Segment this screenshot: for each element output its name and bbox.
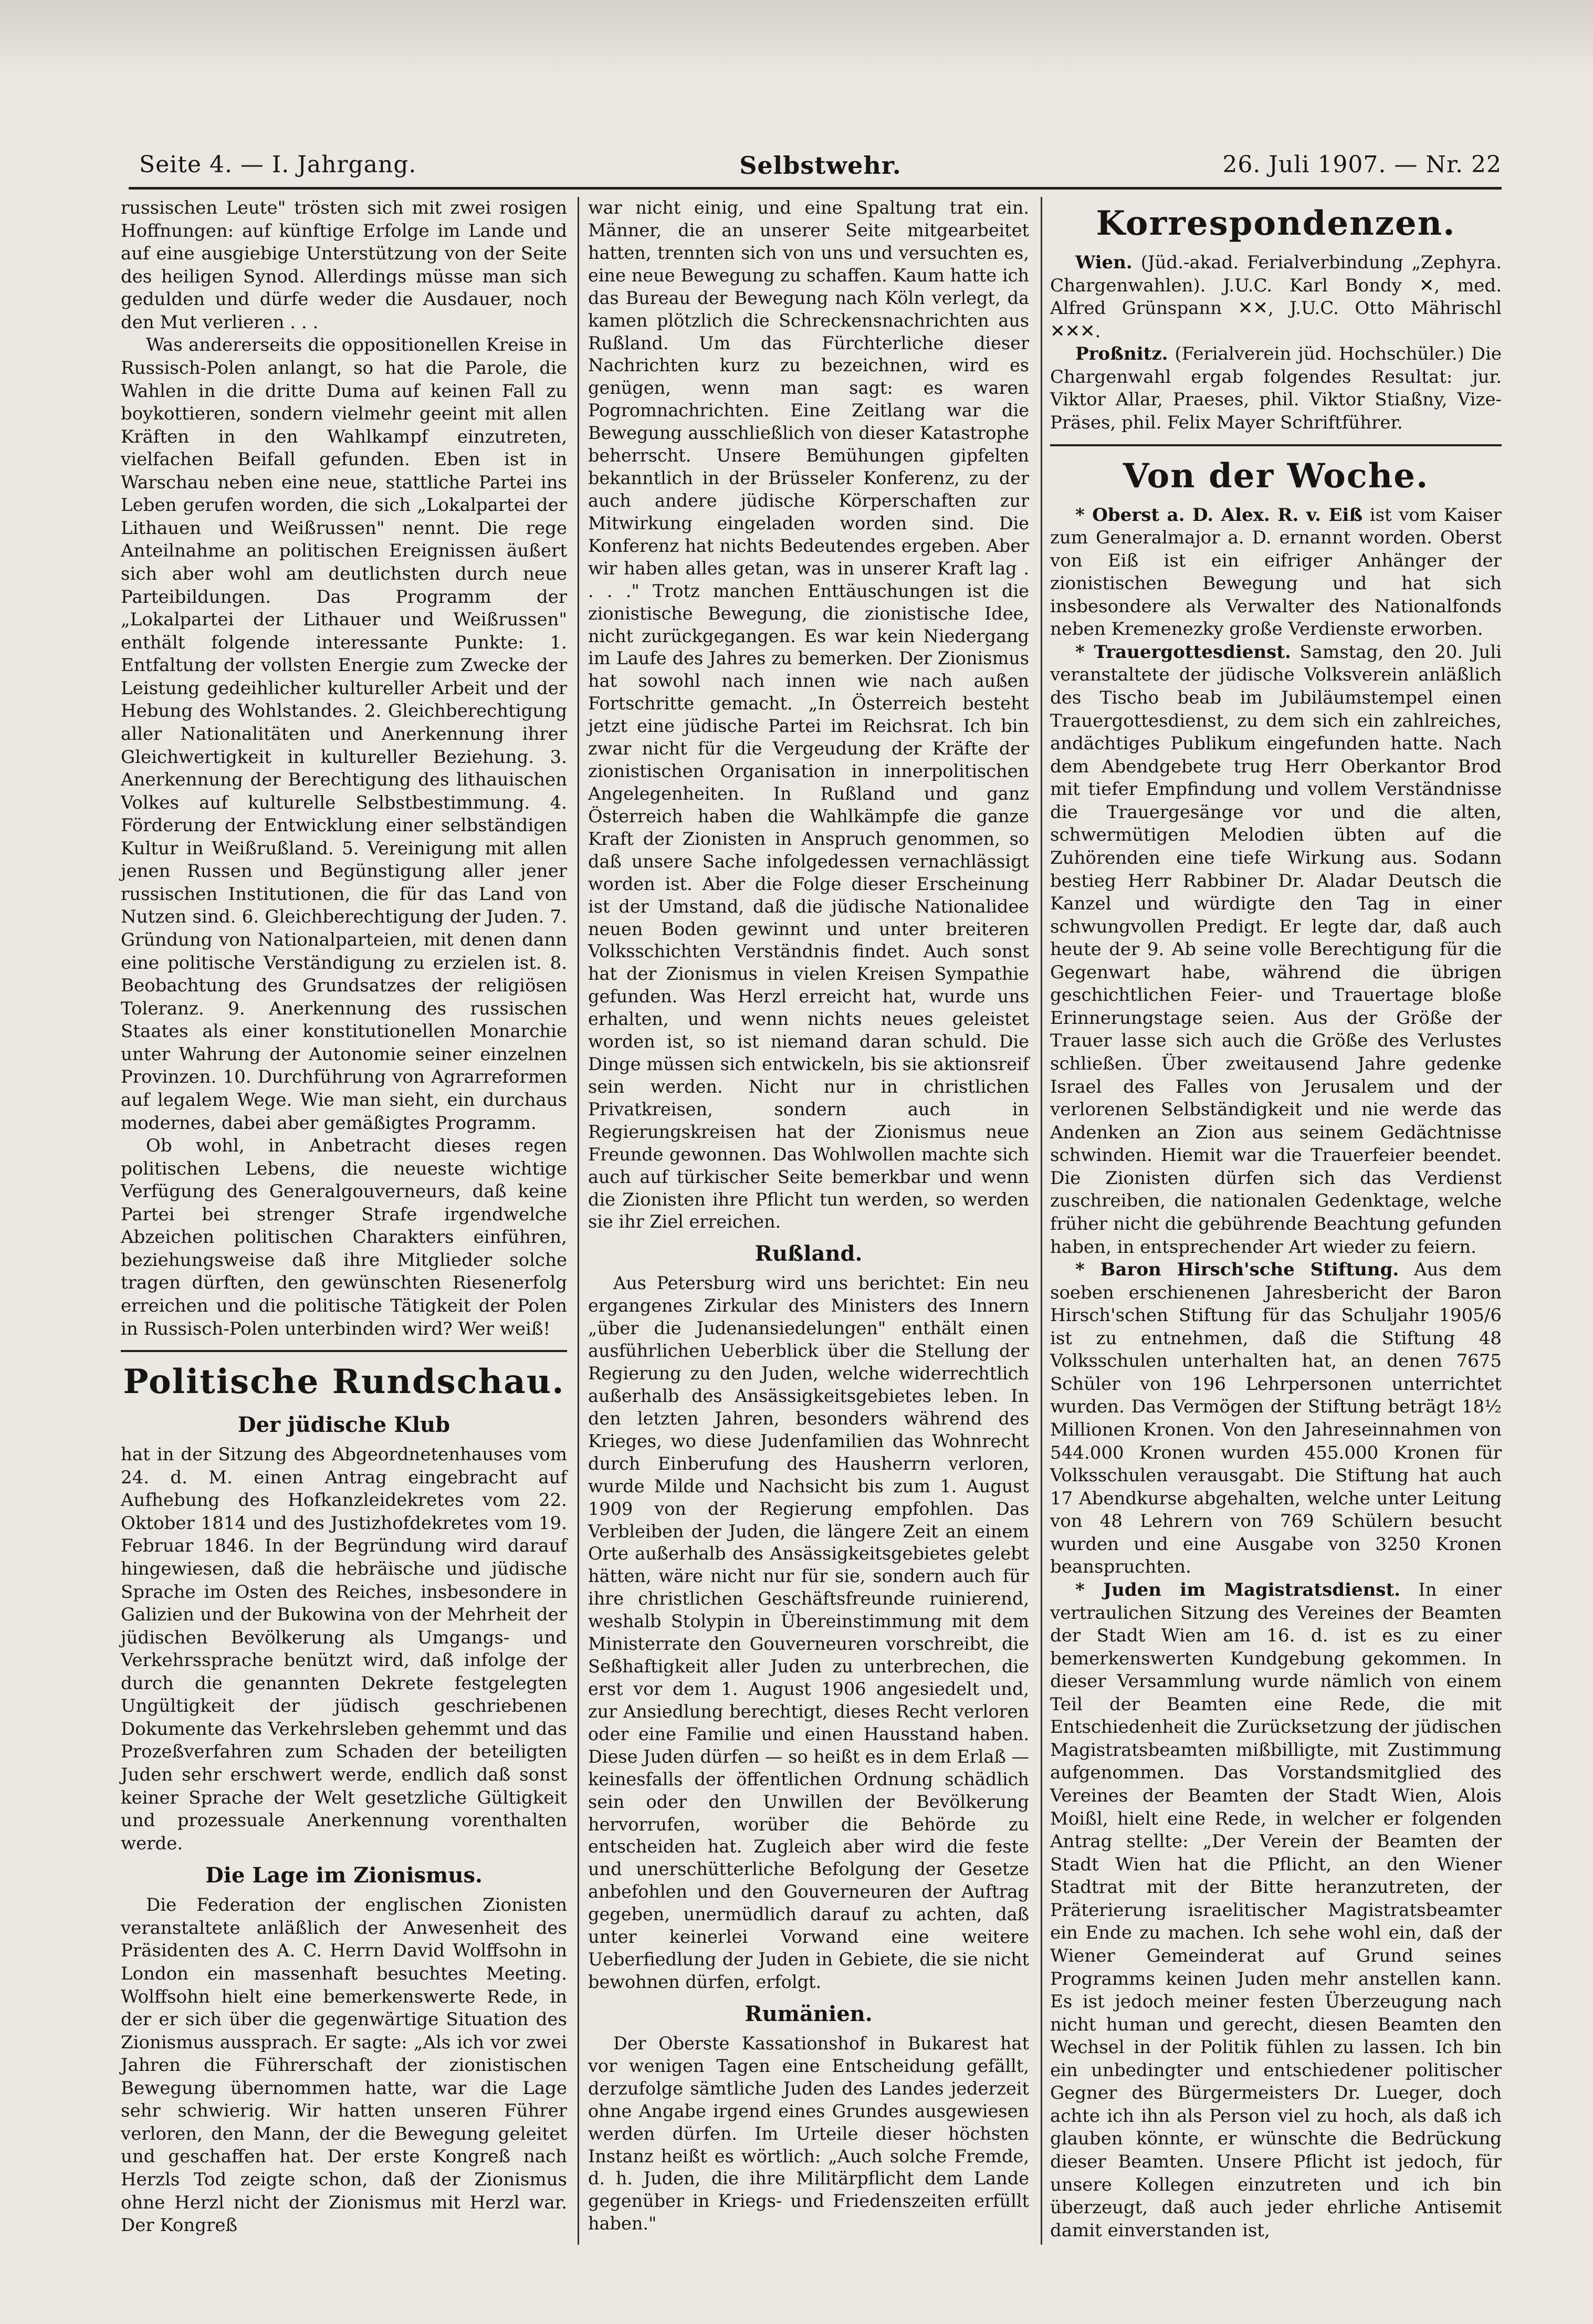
subsection-title: Die Lage im Zionismus. xyxy=(205,1863,483,1888)
paragraph xyxy=(1050,504,1502,641)
header-date-issue: 26. Juli 1907. — Nr. 22 xyxy=(1222,151,1502,178)
paragraph: russischen Leute" trösten sich mit zwei rosigen Hoffnungen: auf künftige Erfolge im Lande und auf eine ausgiebige Unterstützung von der Seite des heiligen Synod. Allerdings müsse man sich gedulden und dürfe weder die Ausdauer, noch den Mut verlieren . . . xyxy=(121,197,567,333)
text: (Jüd.-akad. Ferialverbindung „Zephyra. Chargenwahlen). J.U.C. Karl Bondy ✕, med. Alfred Grünspann ✕✕, J.U.C. Otto Mährischl ✕✕✕. xyxy=(1050,252,1502,342)
paragraph: war nicht einig, und eine Spaltung trat ein. Männer, die an unserer Seite mitgearbeitet hatten, trennten sich von uns und versuchten es, eine neue Bewegung zu schaffen. Kaum hatte ich das Bureau der Bewegung nach Köln verlegt, da kamen plötzlich die Schreckensnachrichten aus Rußland. Um das Fürchterliche dieser Nachrichten kurz zu bezeichnen, wird es genügen, wenn man sagt: es waren Pogromnachrichten. Eine Zeitlang war die Bewegung ausschließlich von dieser Katastrophe beherrscht. Unsere Bemühungen gipfelten bekanntlich in der Brüsseler Konferenz, zu der auch andere jüdische Körperschaften zur Mitwirkung eingeladen worden sind. Die Konferenz hat nichts Bedeutendes ergeben. Aber wir haben alles getan, was in unserer Kraft lag . . . ." Trotz manchen Enttäuschungen ist die zionistische Bewegung, die zionistische Idee, nicht zurückgegangen. Es war kein Niedergang im Laufe des Jahres zu bemerken. Der Zionismus hat sowohl nach innen wie nach außen Fortschritte gemacht. „In Österreich besteht jetzt eine jüdische Partei im Reichsrat. Ich bin zwar nicht für die Vergeudung der Kräfte der zionistischen Organisation in innerpolitischen Angelegenheiten. In Rußland und ganz Österreich haben die Wahlkämpfe die ganze Kraft der Zionisten in Anspruch genommen, so daß unsere Sache infolgedessen vernachlässigt worden ist. Aber die Folge dieser Erscheinung ist der Umstand, daß die jüdische Nationalidee neuen Boden gewinnt und unter breiteren Volksschichten Verständnis findet. Auch sonst hat der Zionismus in vielen Kreisen Sympathie gefunden. Was Herzl erreicht hat, wurde uns erhalten, und wenn nichts neues geleistet worden ist, so ist niemand daran schuld. Die Dinge müssen sich entwickeln, bis sie aktionsreif sein werden. Nicht nur in christlichen Privatkreisen, sondern auch in Regierungskreisen hat der Zionismus neue Freunde gewonnen. Das Wohlwollen machte sich auch auf türkischer Seite bemerkbar und wenn die Zionisten ihre Pflicht tun werden, so werden sie ihr Ziel erreichen. xyxy=(588,197,1029,1232)
lead: * Baron Hirsch'sche Stiftung. xyxy=(1075,1259,1399,1281)
paragraph xyxy=(1050,1579,1502,2242)
text: In einer vertraulichen Sitzung des Vereines der Beamten der Stadt Wien am 16. d. ist es zu einer bemerkenswerten Kundgebung gekommen. In dieser Versammlung wurde nämlich von einem Teil der Beamten eine Rede, die mit Entschiedenheit die Zurücksetzung der jüdischen Magistratsbeamten mißbilligte, mit Zustimmung aufgenommen. Das Vorstandsmitglied des Vereines der Beamten der Stadt Wien, Alois Moißl, hielt eine Rede, in welcher er folgenden Antrag stellte: „Der Verein der Beamten der Stadt Wien hat die Pflicht, an den Wiener Stadtrat mit der Bitte heranzutreten, der Präterierung israelitischer Magistratsbeamter ein Ende zu machen. Ich sehe wohl ein, daß der Wiener Gemeinderat auf Grund seines Programms keinen Juden mehr anstellen kann. Es ist jedoch meiner festen Überzeugung nach nicht human und gerecht, diesen Beamten den Wechsel in der Politik fühlen zu lassen. Ich bin ein unbedingter und entschiedener politischer Gegner des Bürgermeisters Dr. Lueger, doch achte ich ihn als Person viel zu hoch, als daß ich glauben könnte, er wünschte die Bedrückung dieser Beamten. Unsere Pflicht ist jedoch, für unsere Kollegen einzutreten und ich bin überzeugt, daß auch jeder ehrliche Antisemit damit einverstanden ist, xyxy=(1050,1579,1502,2241)
header-page-info: Seite 4. — I. Jahrgang. xyxy=(139,151,417,178)
subsection-title: Rumänien. xyxy=(745,2001,873,2026)
paragraph xyxy=(1050,252,1502,343)
column-divider xyxy=(578,197,579,2245)
section-rule xyxy=(1050,444,1502,446)
paragraph xyxy=(1050,343,1502,434)
paragraph: Was andererseits die oppositionellen Kreise in Russisch-Polen anlangt, so hat die Parole, die Wahlen in die dritte Duma auf keinen Fall zu boykottieren, sondern vielmehr geeint mit allen Kräften in den Wahlkampf einzutreten, vielfachen Beifall gefunden. Eben ist in Warschau neben eine neue, stattliche Partei ins Leben gerufen worden, die sich „Lokalpartei der Lithauen und Weißrussen" nennt. Die rege Anteilnahme an politischen Ereignissen äußert sich aber wohl am deutlichsten durch neue Parteibildungen. Das Programm der „Lokalpartei der Lithauer und Weißrussen" enthält folgende interessante Punkte: 1. Entfaltung der vollsten Energie zum Zwecke der Leistung gedeihlicher kultureller Arbeit und der Hebung des Wohlstandes. 2. Gleichberechtigung aller Nationalitäten und Anerkennung ihrer Gleichwertigkeit in kultureller Beziehung. 3. Anerkennung der Berechtigung des lithauischen Volkes auf kulturelle Selbstbestimmung. 4. Förderung der Entwicklung einer selbständigen Kultur in Weißrußland. 5. Vereinigung mit allen jenen Russen und Begünstigung aller jener russischen Institutionen, die für das Land von Nutzen sind. 6. Gleichberechtigung der Juden. 7. Gründung von Nationalparteien, mit denen dann eine politische Verständigung zu erzielen ist. 8. Beobachtung des Grundsatzes der religiösen Toleranz. 9. Anerkennung des russischen Staates als einer konstitutionellen Monarchie unter Wahrung der Autonomie seiner einzelnen Provinzen. 10. Durchführung von Agrarreformen auf legalem Wege. Wie man sieht, ein durchaus modernes, dabei aber gemäßigtes Programm. xyxy=(121,334,567,1134)
page-header xyxy=(139,151,1502,183)
header-rule xyxy=(129,187,1502,190)
paragraph xyxy=(1050,1259,1502,1579)
column-3 xyxy=(1050,197,1502,2242)
paragraph: Ob wohl, in Anbetracht dieses regen politischen Lebens, die neueste wichtige Verfügung des Generalgouverneurs, daß keine Partei bei strenger Strafe irgendwelche Abzeichen politischen Charakters einführen, beziehungsweise daß ihre Mitglieder solche tragen dürften, den gewünschten Riesenerfolg erreichen und die politische Tätigkeit der Polen in Russisch-Polen unterbinden wird? Wer weiß! xyxy=(121,1135,567,1339)
lead: Proßnitz. xyxy=(1075,343,1168,365)
paragraph: Die Federation der englischen Zionisten veranstaltete anläßlich der Anwesenheit des Präsidenten des A. C. Herrn David Wolffsohn in London ein massenhaft besuchtes Meeting. Wolffsohn hielt eine bemerkenswerte Rede, in der er sich über die gegenwärtige Situation des Zionismus aussprach. Er sagte: „Als ich vor zwei Jahren die Führerschaft der zionistischen Bewegung übernommen hatte, war die Lage sehr schwierig. Wir hatten unseren Führer verloren, den Mann, der die Bewegung geleitet und geschaffen hat. Der erste Kongreß nach Herzls Tod zeigte schon, daß der Zionismus ohne Herzl nicht der Zionismus mit Herzl war. Der Kongreß xyxy=(121,1894,567,2236)
section-title: Von der Woche. xyxy=(1123,456,1429,496)
text: Aus dem soeben erschienenen Jahresbericht der Baron Hirsch'schen Stiftung für das Schuljahr 1905/6 ist zu entnehmen, daß die Stiftung 48 Volksschulen unterhalten hat, an denen 7675 Schüler von 196 Lehrpersonen unterrichtet wurden. Das Vermögen der Stiftung beträgt 18½ Millionen Kronen. Von den Jahreseinnahmen von 544.000 Kronen wurden 455.000 Kronen für Volksschulen verausgabt. Die Stiftung hat auch 17 Abendkurse abgehalten, welche unter Leitung von 48 Lehrern von 769 Schülern besucht wurden und eine Ausgabe von 3250 Kronen beanspruchten. xyxy=(1050,1259,1502,1578)
subsection-title: Rußland. xyxy=(754,1241,863,1266)
paragraph: Aus Petersburg wird uns berichtet: Ein neu ergangenes Zirkular des Ministers des Innern „über die Judenansiedelungen" enthält einen ausführlichen Ueberblick über die Stellung der Regierung zu den Juden, welche widerrechtlich außerhalb des Ansässigkeitsgebietes leben. In den letzten Jahren, besonders während des Krieges, wo diese Judenfamilien das Wohnrecht durch Einberufung des Hausherrn verloren, wurde Milde und Nachsicht bis zum 1. August 1909 von der Regierung empfohlen. Das Verbleiben der Juden, die längere Zeit an einem Orte außerhalb des Ansässigkeitsgebietes gelebt hätten, wäre nicht nur für sie, sondern auch für ihre christlichen Geschäftsfreunde ruinierend, weshalb Stolypin in Übereinstimmung mit dem Ministerrate den Gouverneuren vorschreibt, die Seßhaftigkeit aller Juden zu unterbrechen, die erst vor dem 1. August 1906 angesiedelt und, zur Ansiedlung berechtigt, dieses Recht verloren oder eine Familie und einen Hausstand haben. Diese Juden dürfen — so heißt es in dem Erlaß — keinesfalls der öffentlichen Ordnung schädlich sein oder den Unwillen der Bevölkerung hervorrufen, worüber die Behörde zu entscheiden hat. Zugleich aber wird die feste und unerschütterliche Befolgung der Gesetze anbefohlen und den Gouverneuren der Auftrag gegeben, unermüdlich darauf zu achten, daß unter keinerlei Vorwand eine weitere Ueberfiedlung der Juden in Gebiete, die sie nicht bewohnen dürfen, erfolgt. xyxy=(588,1273,1029,1992)
header-masthead: Selbstwehr. xyxy=(739,151,902,180)
text: Samstag, den 20. Juli veranstaltete der jüdische Volksverein anläßlich des Tischo beab im Jubiläumstempel einen Trauergottesdienst, zu dem sich ein zahlreiches, andächtiges Publikum eingefunden hatte. Nach dem Abendgebete trug Herr Oberkantor Brod mit tiefer Empfindung und vollem Verständnisse die Trauergesänge vor und die alten, schwermütigen Melodien übten auf die Zuhörenden eine tiefe Wirkung aus. Sodann bestieg Herr Rabbiner Dr. Aladar Deutsch die Kanzel und würdigte den Tag in einer schwungvollen Predigt. Er legte dar, daß auch heute der 9. Ab seine volle Berechtigung für die Gegenwart habe, während die übrigen geschichtlichen Feier- und Trauertage bloße Erinnerungstage seien. Aus der Größe der Trauer lasse sich auch die Größe des Verlustes schließen. Über zweitausend Jahre gedenke Israel des Falles von Jerusalem und der verlorenen Selbständigkeit und nie werde das Andenken an Zion aus seinem Gedächtnisse schwinden. Hiemit war die Trauerfeier beendet. Die Zionisten dürfen sich das Verdienst zuschreiben, die nationalen Gedenktage, welche früher nicht die gebührende Beachtung gefunden haben, in entsprechender Art wieder zu feiern. xyxy=(1050,641,1502,1258)
subsection-title: Der jüdische Klub xyxy=(237,1412,450,1438)
paragraph: Der Oberste Kassationshof in Bukarest hat vor wenigen Tagen eine Entscheidung gefällt, derzufolge sämtliche Juden des Landes jederzeit ohne Angabe irgend eines Grundes ausgewiesen werden dürfen. Im Urteile dieser höchsten Instanz heißt es wörtlich: „Auch solche Fremde, d. h. Juden, die ihre Militärpflicht dem Lande gegenüber in Kriegs- und Friedenszeiten erfüllt haben." xyxy=(588,2033,1029,2234)
scan-edge xyxy=(0,0,1593,79)
column-2 xyxy=(588,197,1029,2235)
column-1 xyxy=(121,197,567,2237)
lead: * Trauergottesdienst. xyxy=(1075,641,1291,663)
paragraph: hat in der Sitzung des Abgeordnetenhauses vom 24. d. M. einen Antrag eingebracht auf Aufhebung des Hofkanzleidekretes vom 22. Oktober 1814 und des Justizhofdekretes vom 19. Februar 1846. In der Begründung wird darauf hingewiesen, daß die hebräische und jüdische Sprache im Osten des Reiches, insbesondere in Galizien und der Bukowina von der Mehrheit der jüdischen Bevölkerung als Umgangs- und Verkehrssprache benützt wird, daß infolge der durch die genannten Dekrete festgelegten Ungültigkeit der jüdisch geschriebenen Dokumente das Verkehrsleben gehemmt und das Prozeßverfahren zum Schaden der beteiligten Juden sehr erschwert werde, endlich daß sonst keiner Sprache der Welt gesetzliche Gültigkeit und prozessuale Anerkennung vorenthalten werde. xyxy=(121,1444,567,1854)
lead: Wien. xyxy=(1075,252,1133,273)
lead: * Juden im Magistratsdienst. xyxy=(1075,1579,1400,1600)
section-title: Korrespondenzen. xyxy=(1096,204,1456,243)
section-rule xyxy=(121,1350,567,1352)
lead: * Oberst a. D. Alex. R. v. Eiß xyxy=(1075,504,1363,526)
text: ist vom Kaiser zum Generalmajor a. D. ernannt worden. Oberst von Eiß ist ein eifriger Anhänger der zionistischen Bewegung und hat sich insbesondere als Verwalter des Nationalfonds neben Kremenezky große Verdienste erworben. xyxy=(1050,504,1502,640)
section-title: Politische Rundschau. xyxy=(123,1362,565,1402)
column-divider xyxy=(1041,197,1042,2245)
text: (Ferialverein jüd. Hochschüler.) Die Chargenwahl ergab folgendes Resultat: jur. Viktor Allar, Praeses, phil. Viktor Stiaßny, Vize-Präses, phil. Felix Mayer Schriftführer. xyxy=(1050,343,1502,433)
paragraph xyxy=(1050,641,1502,1259)
